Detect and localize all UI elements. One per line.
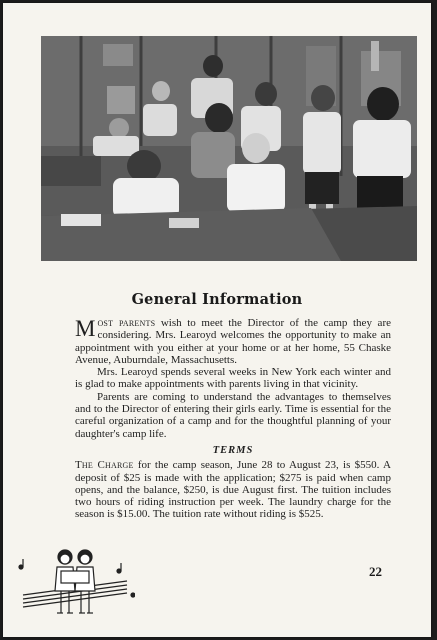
lead-in: ost parents: [97, 317, 156, 329]
paragraph-intro: [75, 317, 391, 366]
paragraph-new-york: Mrs. Learoyd spends several weeks in New York each winter and is glad to make appointments with parents living in that vicinity.: [75, 366, 391, 391]
terms-heading: TERMS: [212, 444, 254, 456]
drop-cap: M: [75, 316, 96, 341]
singing-girls-illustration: [15, 543, 135, 627]
terms-text: for the camp season, June 28 to August 23, is $550. A deposit of $25 is made with the application; $275 is paid when camp opens, and the balance, $250, is due August first. The tuition includes two hours of riding instruction per week. The laundry charge for the season is $15.00. The tuition rate without riding is $525.: [75, 459, 391, 521]
paragraph-early-enrollment: Parents are coming to understand the advantages to themselves and to the Director of entering their girls early. Time is essential for the careful organization of a camp and for the thoughtful planning of your daughter's camp life.: [75, 390, 391, 440]
paragraph-intro-text: wish to meet the Director of the camp they are considering. Mrs. Learoyd welcomes the opportunity to make an appointment with you either at your home or at her home, 55 Chaske Avenue, Auburndale, Massachusetts.: [75, 317, 391, 366]
body-text: [75, 317, 391, 521]
brochure-page: [3, 3, 431, 637]
paragraph-terms: [75, 459, 391, 520]
section-heading: General Information: [131, 291, 303, 308]
terms-lead-in: The Charge: [75, 459, 134, 472]
camp-craft-photo: [41, 36, 417, 261]
page-number: 22: [369, 564, 382, 579]
